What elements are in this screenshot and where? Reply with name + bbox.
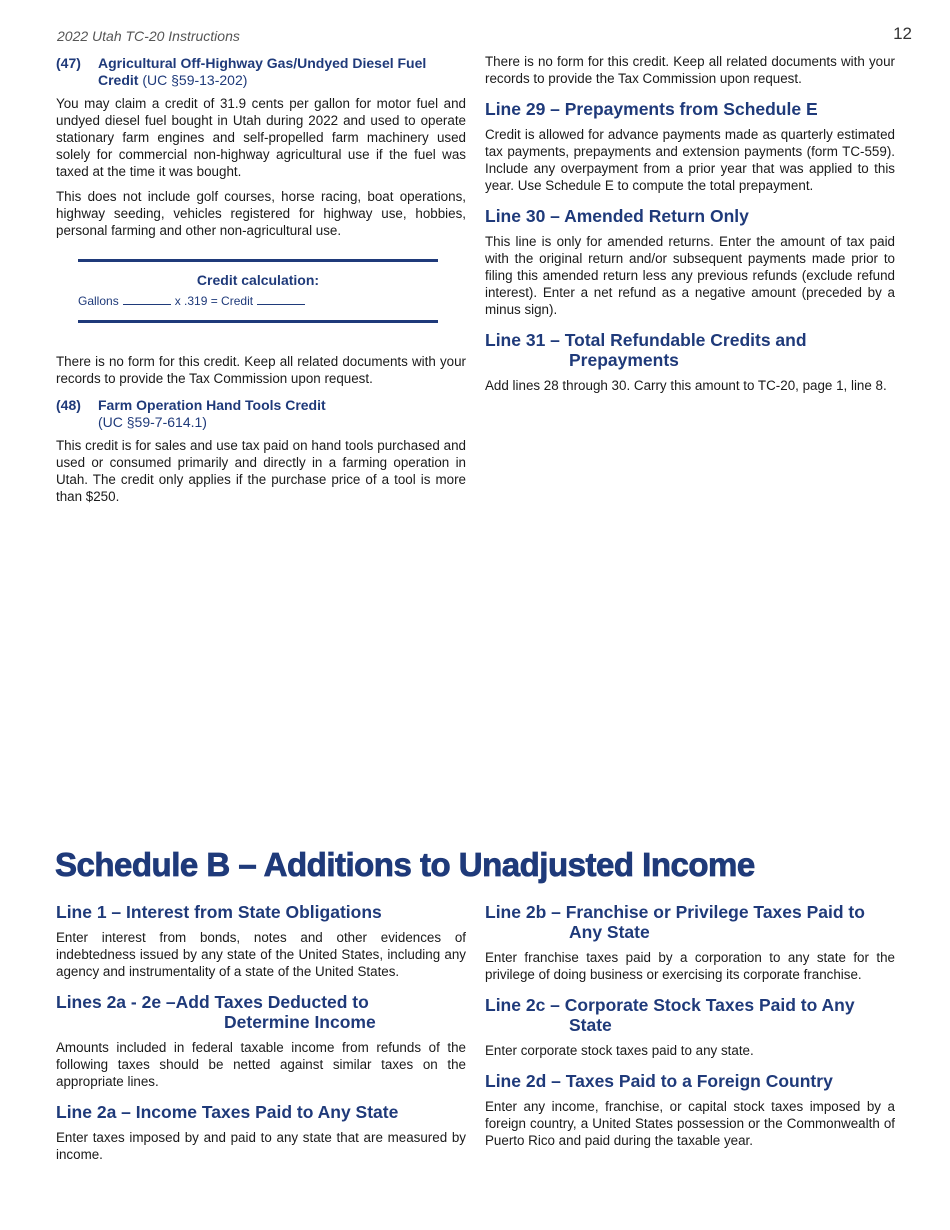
credit-48-citation: (UC §59-7-614.1) — [98, 414, 207, 430]
line-2c-heading-part-1: Line 2c – Corporate Stock Taxes Paid to Any — [485, 995, 855, 1015]
credit-47-number: (47) — [56, 55, 81, 71]
right-column-top — [485, 53, 895, 402]
left-column-top — [56, 55, 466, 513]
credit-48-heading — [56, 397, 466, 431]
line-2a-text: Enter taxes imposed by and paid to any state that are measured by income. — [56, 1130, 466, 1162]
line-31-heading-part-1: Line 31 – Total Refundable Credits and — [485, 330, 807, 350]
credit-48-title: Farm Operation Hand Tools Credit — [98, 397, 326, 413]
credit-calculation-formula — [78, 294, 438, 308]
line-31-text: Add lines 28 through 30. Carry this amount to TC-20, page 1, line 8. — [485, 378, 887, 393]
credit-47-paragraph-1: You may claim a credit of 31.9 cents per gallon for motor fuel and undyed diesel fuel bought in Utah during 2022 and used to operate stationary farm engines and self-propelled farm machinery used solely for commercial non-highway agricultural use if the fuel was taxed at the time it was bought. — [56, 96, 466, 179]
lines-2a-2e-heading-part-1: Lines 2a - 2e –Add Taxes Deducted to — [56, 992, 369, 1012]
credit-blank — [257, 294, 305, 305]
line-29-text: Credit is allowed for advance payments made as quarterly estimated tax payments, prepayments and extension payments (form TC-559). Include any overpayment from a prior year that was applied to this year. Use Schedule E to compute the total prepayment. — [485, 127, 895, 193]
credit-47-citation: (UC §59-13-202) — [142, 72, 248, 88]
line-2b-heading-part-1: Line 2b – Franchise or Privilege Taxes Paid to — [485, 902, 865, 922]
line-2b-text: Enter franchise taxes paid by a corporation to any state for the privilege of doing business or exercising its corporate franchise. — [485, 950, 895, 982]
credit-calculation-box — [78, 259, 438, 323]
line-2d-heading: Line 2d – Taxes Paid to a Foreign Country — [485, 1071, 833, 1091]
no-form-note-continued: There is no form for this credit. Keep all related documents with your records to provide the Tax Commission upon request. — [485, 54, 895, 86]
line-31-heading-part-2: Prepayments — [569, 350, 679, 370]
calc-gallons-label: Gallons — [78, 294, 119, 308]
credit-47-title: Agricultural Off-Highway Gas/Undyed Diesel Fuel Credit — [98, 55, 427, 88]
line-30-text: This line is only for amended returns. Enter the amount of tax paid with the original return and/or subsequent payments made prior to filing this amended return less any previous refunds (exclude refund interest). Enter a net refund as a negative amount (preceded by a minus sign). — [485, 234, 895, 317]
gallons-blank — [123, 294, 171, 305]
line-31-heading — [485, 330, 895, 370]
credit-47-paragraph-2: This does not include golf courses, horse racing, boat operations, highway seeding, vehicles registered for highway use, hobbies, personal farming and other non-agricultural use. — [56, 189, 466, 238]
line-2c-text: Enter corporate stock taxes paid to any state. — [485, 1043, 754, 1058]
line-2b-heading — [485, 902, 895, 942]
credit-48-number: (48) — [56, 397, 81, 413]
line-1-heading: Line 1 – Interest from State Obligations — [56, 902, 382, 922]
lines-2a-2e-text: Amounts included in federal taxable income from refunds of the following taxes should be netted against similar taxes on the appropriate lines. — [56, 1040, 466, 1089]
line-2a-heading: Line 2a – Income Taxes Paid to Any State — [56, 1102, 399, 1122]
line-29-heading: Line 29 – Prepayments from Schedule E — [485, 99, 818, 119]
schedule-b-left-column — [56, 902, 466, 1171]
credit-47-heading — [56, 55, 466, 89]
document-header-title: 2022 Utah TC-20 Instructions — [57, 28, 240, 44]
credit-48-paragraph: This credit is for sales and use tax paid on hand tools purchased and used or consumed primarily and directly in a farming operation in Utah. The credit only applies if the purchase price of a tool is more than $250. — [56, 438, 466, 504]
schedule-b-title: Schedule B – Additions to Unadjusted Income — [55, 846, 755, 883]
credit-47-no-form-note: There is no form for this credit. Keep all related documents with your records to provide the Tax Commission upon request. — [56, 354, 466, 386]
line-2b-heading-part-2: Any State — [569, 922, 650, 942]
lines-2a-2e-heading — [56, 992, 466, 1032]
line-30-heading: Line 30 – Amended Return Only — [485, 206, 749, 226]
calc-multiplier-label: x .319 = Credit — [174, 294, 254, 308]
line-2c-heading-part-2: State — [569, 1015, 612, 1035]
line-1-text: Enter interest from bonds, notes and other evidences of indebtedness issued by any state of the United States, including any agency and instrumentality of a state of the United States. — [56, 930, 466, 979]
page-number: 12 — [893, 24, 912, 43]
lines-2a-2e-heading-part-2: Determine Income — [224, 1012, 376, 1032]
line-2d-text: Enter any income, franchise, or capital stock taxes imposed by a foreign country, a United States possession or the Commonwealth of Puerto Rico and paid during the taxable year. — [485, 1099, 895, 1148]
line-2c-heading — [485, 995, 895, 1035]
schedule-b-right-column — [485, 902, 895, 1157]
credit-calculation-title: Credit calculation: — [196, 272, 320, 288]
